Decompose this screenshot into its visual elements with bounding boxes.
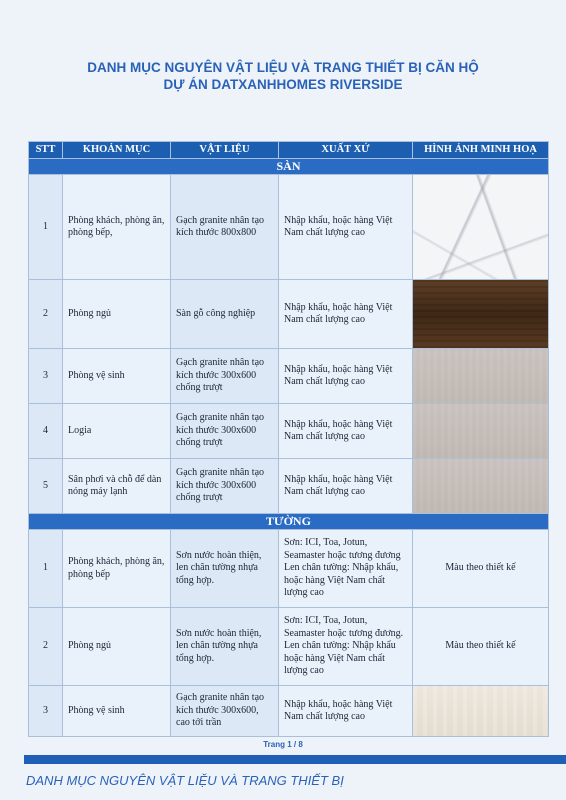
row-item: Logia: [63, 404, 171, 459]
row-origin: Sơn: ICI, Toa, Jotun, Seamaster hoặc tương đương Len chân tường: Nhập khẩu, hoặc hàng Việt Nam chất lượng cao: [279, 530, 413, 608]
footer-title: DANH MỤC NGUYÊN VẬT LIỆU VÀ TRANG THIẾT BỊ: [26, 773, 344, 788]
row-material: Sàn gỗ công nghiệp: [171, 280, 279, 349]
section-row-floor: [29, 159, 549, 175]
header-stt: STT: [29, 142, 63, 159]
row-origin: Nhập khẩu, hoặc hàng Việt Nam chất lượng cao: [279, 686, 413, 737]
row-item: Phòng vệ sinh: [63, 686, 171, 737]
table-row: [29, 459, 549, 514]
row-image: [413, 459, 549, 514]
row-stt: 5: [29, 459, 63, 514]
row-material: Sơn nước hoàn thiện, len chân tường nhựa tổng hợp.: [171, 608, 279, 686]
section-row-wall: [29, 514, 549, 530]
row-stt: 2: [29, 608, 63, 686]
row-material: Gạch granite nhân tạo kích thước 300x600, cao tới trần: [171, 686, 279, 737]
row-stt: 3: [29, 686, 63, 737]
footer-bar: [24, 755, 566, 764]
row-item: Phòng ngủ: [63, 280, 171, 349]
row-item: Phòng khách, phòng ăn, phòng bếp: [63, 530, 171, 608]
row-material: Gạch granite nhân tạo kích thước 300x600 chống trượt: [171, 459, 279, 514]
document-title: [0, 59, 566, 93]
row-image: [413, 280, 549, 349]
grey-tile-swatch: [413, 349, 548, 403]
table-row: [29, 686, 549, 737]
row-stt: 4: [29, 404, 63, 459]
page-number: Trang 1 / 8: [263, 740, 303, 749]
section-title: TƯỜNG: [29, 514, 549, 530]
table-row: [29, 280, 549, 349]
title-line-1: DANH MỤC NGUYÊN VẬT LIỆU VÀ TRANG THIẾT BỊ CĂN HỘ: [87, 60, 479, 75]
row-image: [413, 349, 549, 404]
table-row: [29, 404, 549, 459]
row-item: Phòng vệ sinh: [63, 349, 171, 404]
row-material: Gạch granite nhân tạo kích thước 800x800: [171, 175, 279, 280]
row-item: Sân phơi và chỗ để dàn nóng máy lạnh: [63, 459, 171, 514]
header-image: HÌNH ẢNH MINH HOẠ: [413, 142, 549, 159]
row-item: Phòng ngủ: [63, 608, 171, 686]
row-stt: 1: [29, 175, 63, 280]
table-row: [29, 530, 549, 608]
row-image: [413, 404, 549, 459]
row-stt: 2: [29, 280, 63, 349]
row-origin: Sơn: ICI, Toa, Jotun, Seamaster hoặc tương đương. Len chân tường: Nhập khẩu hoặc hàng Việt Nam chất lượng cao: [279, 608, 413, 686]
row-origin: Nhập khẩu, hoặc hàng Việt Nam chất lượng cao: [279, 459, 413, 514]
row-material: Sơn nước hoàn thiện, len chân tường nhựa tổng hợp.: [171, 530, 279, 608]
white-marble-swatch: [413, 175, 548, 279]
row-item: Phòng khách, phòng ăn, phòng bếp,: [63, 175, 171, 280]
row-image: [413, 686, 549, 737]
row-stt: 1: [29, 530, 63, 608]
header-material: VẬT LIỆU: [171, 142, 279, 159]
table-header-row: [29, 142, 549, 159]
row-color-note: Màu theo thiết kế: [413, 530, 549, 608]
row-origin: Nhập khẩu, hoặc hàng Việt Nam chất lượng cao: [279, 280, 413, 349]
row-origin: Nhập khẩu, hoặc hàng Việt Nam chất lượng cao: [279, 404, 413, 459]
grey-tile-swatch: [413, 404, 548, 458]
row-origin: Nhập khẩu, hoặc hàng Việt Nam chất lượng cao: [279, 175, 413, 280]
row-image: [413, 175, 549, 280]
table-row: [29, 608, 549, 686]
materials-table: [28, 141, 549, 737]
table-row: [29, 349, 549, 404]
row-color-note: Màu theo thiết kế: [413, 608, 549, 686]
title-line-2: DỰ ÁN DATXANHHOMES RIVERSIDE: [163, 77, 403, 92]
section-title: SÀN: [29, 159, 549, 175]
row-material: Gạch granite nhân tạo kích thước 300x600 chống trượt: [171, 349, 279, 404]
row-material: Gạch granite nhân tạo kích thước 300x600 chống trượt: [171, 404, 279, 459]
table-row: [29, 175, 549, 280]
grey-tile-swatch: [413, 459, 548, 513]
header-item: KHOẢN MỤC: [63, 142, 171, 159]
row-stt: 3: [29, 349, 63, 404]
cream-tile-swatch: [413, 686, 548, 736]
row-origin: Nhập khẩu, hoặc hàng Việt Nam chất lượng cao: [279, 349, 413, 404]
dark-wood-swatch: [413, 280, 548, 348]
header-origin: XUẤT XỨ: [279, 142, 413, 159]
